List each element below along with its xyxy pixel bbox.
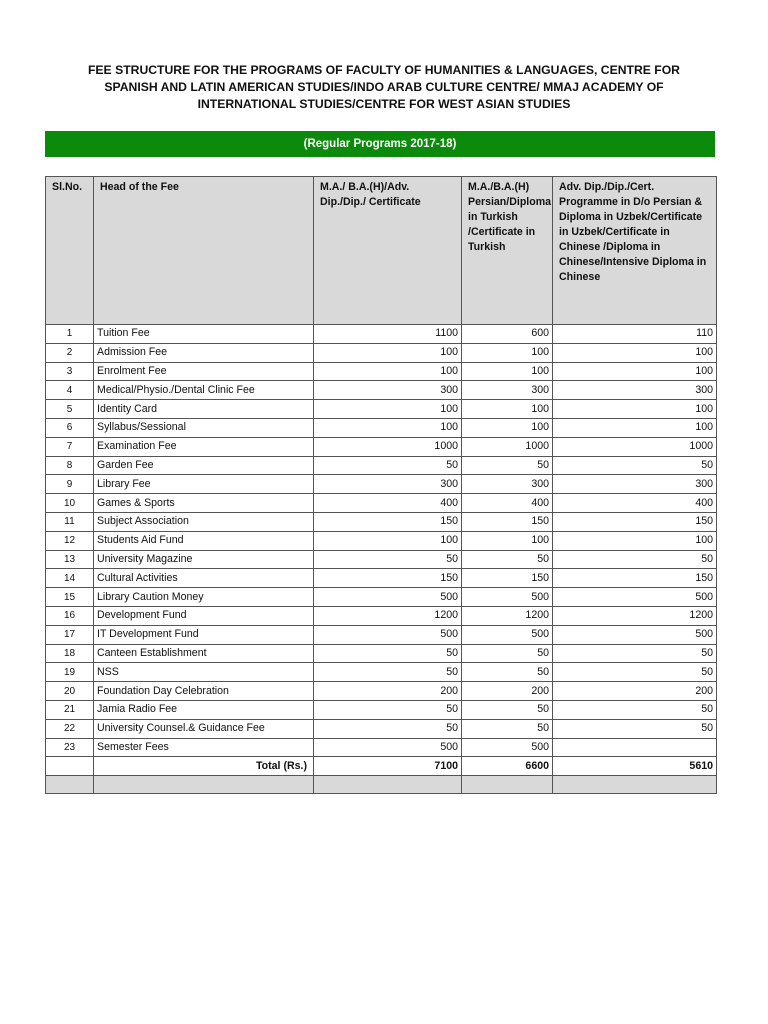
header-col-c: Adv. Dip./Dip./Cert. Programme in D/o Persian & Diploma in Uzbek/Certificate in Uzbek/Certificate in Chinese /Diploma in Chinese/Intensive Diploma in Chinese <box>553 177 717 325</box>
header-head-of-fee: Head of the Fee <box>94 177 314 325</box>
blank-cell <box>314 776 462 794</box>
table-row <box>46 362 717 381</box>
row-value-col-b: 50 <box>462 719 553 738</box>
row-value-col-b: 1000 <box>462 437 553 456</box>
row-value-col-a: 50 <box>314 719 462 738</box>
program-banner: (Regular Programs 2017-18) <box>45 131 715 157</box>
row-value-col-c: 50 <box>553 700 717 719</box>
table-row <box>46 719 717 738</box>
row-value-col-c: 300 <box>553 475 717 494</box>
row-head-of-fee: Foundation Day Celebration <box>94 682 314 701</box>
row-value-col-a: 150 <box>314 512 462 531</box>
row-value-col-a: 100 <box>314 531 462 550</box>
row-value-col-a: 150 <box>314 569 462 588</box>
table-row <box>46 738 717 757</box>
row-head-of-fee: Library Caution Money <box>94 588 314 607</box>
blank-footer-row <box>46 776 717 794</box>
total-col-b: 6600 <box>462 757 553 776</box>
row-sl-no: 2 <box>46 343 94 362</box>
table-row <box>46 550 717 569</box>
row-value-col-a: 50 <box>314 644 462 663</box>
row-value-col-a: 50 <box>314 550 462 569</box>
table-row <box>46 700 717 719</box>
row-value-col-c: 100 <box>553 400 717 419</box>
row-value-col-c: 50 <box>553 644 717 663</box>
row-sl-no: 20 <box>46 682 94 701</box>
row-head-of-fee: Medical/Physio./Dental Clinic Fee <box>94 381 314 400</box>
row-sl-no: 17 <box>46 625 94 644</box>
row-value-col-a: 1000 <box>314 437 462 456</box>
total-col-c: 5610 <box>553 757 717 776</box>
row-sl-no: 13 <box>46 550 94 569</box>
table-row <box>46 606 717 625</box>
row-sl-no: 7 <box>46 437 94 456</box>
row-value-col-c <box>553 738 717 757</box>
table-header-row <box>46 177 717 325</box>
row-sl-no: 1 <box>46 325 94 344</box>
blank-cell <box>46 776 94 794</box>
row-value-col-a: 100 <box>314 362 462 381</box>
row-value-col-b: 100 <box>462 343 553 362</box>
row-value-col-a: 500 <box>314 588 462 607</box>
row-sl-no: 23 <box>46 738 94 757</box>
row-value-col-a: 1100 <box>314 325 462 344</box>
row-head-of-fee: Examination Fee <box>94 437 314 456</box>
row-sl-no: 4 <box>46 381 94 400</box>
row-value-col-b: 100 <box>462 400 553 419</box>
row-value-col-b: 200 <box>462 682 553 701</box>
row-value-col-b: 100 <box>462 418 553 437</box>
total-col-a: 7100 <box>314 757 462 776</box>
row-value-col-a: 500 <box>314 738 462 757</box>
row-head-of-fee: Canteen Establishment <box>94 644 314 663</box>
row-value-col-c: 150 <box>553 569 717 588</box>
row-sl-no: 11 <box>46 512 94 531</box>
fee-table-body <box>46 325 717 794</box>
row-head-of-fee: Syllabus/Sessional <box>94 418 314 437</box>
row-value-col-c: 300 <box>553 381 717 400</box>
row-head-of-fee: Enrolment Fee <box>94 362 314 381</box>
row-value-col-b: 100 <box>462 531 553 550</box>
table-row <box>46 682 717 701</box>
total-empty-cell <box>46 757 94 776</box>
row-sl-no: 3 <box>46 362 94 381</box>
table-row <box>46 588 717 607</box>
row-value-col-b: 500 <box>462 738 553 757</box>
row-head-of-fee: NSS <box>94 663 314 682</box>
table-row <box>46 625 717 644</box>
row-value-col-a: 400 <box>314 494 462 513</box>
row-value-col-c: 50 <box>553 550 717 569</box>
table-row <box>46 512 717 531</box>
row-head-of-fee: IT Development Fund <box>94 625 314 644</box>
blank-cell <box>462 776 553 794</box>
table-row <box>46 381 717 400</box>
row-head-of-fee: Identity Card <box>94 400 314 419</box>
title-line-1: FEE STRUCTURE FOR THE PROGRAMS OF FACULTY OF HUMANITIES & LANGUAGES, CENTRE FOR <box>87 63 680 77</box>
row-value-col-b: 500 <box>462 588 553 607</box>
row-head-of-fee: Students Aid Fund <box>94 531 314 550</box>
row-head-of-fee: Games & Sports <box>94 494 314 513</box>
row-value-col-c: 1200 <box>553 606 717 625</box>
row-head-of-fee: Admission Fee <box>94 343 314 362</box>
row-value-col-a: 50 <box>314 663 462 682</box>
table-row <box>46 531 717 550</box>
row-value-col-b: 400 <box>462 494 553 513</box>
row-value-col-b: 1200 <box>462 606 553 625</box>
table-row <box>46 475 717 494</box>
row-value-col-a: 50 <box>314 700 462 719</box>
row-value-col-b: 50 <box>462 644 553 663</box>
row-head-of-fee: Cultural Activities <box>94 569 314 588</box>
row-value-col-c: 500 <box>553 625 717 644</box>
row-head-of-fee: Library Fee <box>94 475 314 494</box>
row-head-of-fee: University Magazine <box>94 550 314 569</box>
row-sl-no: 16 <box>46 606 94 625</box>
row-head-of-fee: Subject Association <box>94 512 314 531</box>
header-sl-no: Sl.No. <box>46 177 94 325</box>
row-value-col-c: 50 <box>553 663 717 682</box>
row-value-col-b: 50 <box>462 456 553 475</box>
row-sl-no: 12 <box>46 531 94 550</box>
row-sl-no: 21 <box>46 700 94 719</box>
row-value-col-a: 50 <box>314 456 462 475</box>
table-row <box>46 663 717 682</box>
row-head-of-fee: Garden Fee <box>94 456 314 475</box>
row-value-col-b: 300 <box>462 381 553 400</box>
blank-cell <box>94 776 314 794</box>
row-value-col-a: 1200 <box>314 606 462 625</box>
row-value-col-c: 500 <box>553 588 717 607</box>
row-value-col-a: 300 <box>314 381 462 400</box>
total-row <box>46 757 717 776</box>
row-value-col-c: 110 <box>553 325 717 344</box>
document-title <box>60 62 708 113</box>
row-sl-no: 22 <box>46 719 94 738</box>
total-label: Total (Rs.) <box>94 757 314 776</box>
table-row <box>46 325 717 344</box>
table-row <box>46 343 717 362</box>
fee-table <box>45 176 717 794</box>
row-value-col-b: 100 <box>462 362 553 381</box>
row-value-col-b: 50 <box>462 550 553 569</box>
row-value-col-c: 200 <box>553 682 717 701</box>
row-sl-no: 18 <box>46 644 94 663</box>
row-value-col-c: 100 <box>553 343 717 362</box>
row-head-of-fee: Development Fund <box>94 606 314 625</box>
row-value-col-c: 150 <box>553 512 717 531</box>
header-col-b: M.A./B.A.(H) Persian/Diploma in Turkish /Certificate in Turkish <box>462 177 553 325</box>
row-value-col-c: 100 <box>553 362 717 381</box>
row-sl-no: 10 <box>46 494 94 513</box>
table-row <box>46 437 717 456</box>
header-col-a: M.A./ B.A.(H)/Adv. Dip./Dip./ Certificate <box>314 177 462 325</box>
table-row <box>46 418 717 437</box>
row-sl-no: 8 <box>46 456 94 475</box>
row-value-col-a: 100 <box>314 418 462 437</box>
row-value-col-c: 50 <box>553 456 717 475</box>
row-value-col-b: 150 <box>462 569 553 588</box>
row-value-col-a: 100 <box>314 400 462 419</box>
row-value-col-b: 50 <box>462 700 553 719</box>
table-row <box>46 569 717 588</box>
row-value-col-c: 100 <box>553 418 717 437</box>
row-head-of-fee: Jamia Radio Fee <box>94 700 314 719</box>
row-sl-no: 9 <box>46 475 94 494</box>
title-line-2: SPANISH AND LATIN AMERICAN STUDIES/INDO ARAB CULTURE CENTRE/ MMAJ ACADEMY OF <box>104 80 664 94</box>
row-sl-no: 15 <box>46 588 94 607</box>
row-value-col-a: 500 <box>314 625 462 644</box>
blank-cell <box>553 776 717 794</box>
row-value-col-b: 50 <box>462 663 553 682</box>
row-value-col-b: 150 <box>462 512 553 531</box>
row-head-of-fee: University Counsel.& Guidance Fee <box>94 719 314 738</box>
row-sl-no: 14 <box>46 569 94 588</box>
row-head-of-fee: Tuition Fee <box>94 325 314 344</box>
row-sl-no: 19 <box>46 663 94 682</box>
row-value-col-b: 600 <box>462 325 553 344</box>
row-head-of-fee: Semester Fees <box>94 738 314 757</box>
table-row <box>46 494 717 513</box>
row-value-col-b: 500 <box>462 625 553 644</box>
row-value-col-c: 1000 <box>553 437 717 456</box>
row-value-col-a: 100 <box>314 343 462 362</box>
table-row <box>46 400 717 419</box>
row-value-col-a: 300 <box>314 475 462 494</box>
table-row <box>46 644 717 663</box>
row-value-col-c: 50 <box>553 719 717 738</box>
row-value-col-c: 100 <box>553 531 717 550</box>
row-sl-no: 5 <box>46 400 94 419</box>
table-row <box>46 456 717 475</box>
row-value-col-b: 300 <box>462 475 553 494</box>
row-sl-no: 6 <box>46 418 94 437</box>
row-value-col-a: 200 <box>314 682 462 701</box>
row-value-col-c: 400 <box>553 494 717 513</box>
title-line-3: INTERNATIONAL STUDIES/CENTRE FOR WEST ASIAN STUDIES <box>197 97 571 111</box>
